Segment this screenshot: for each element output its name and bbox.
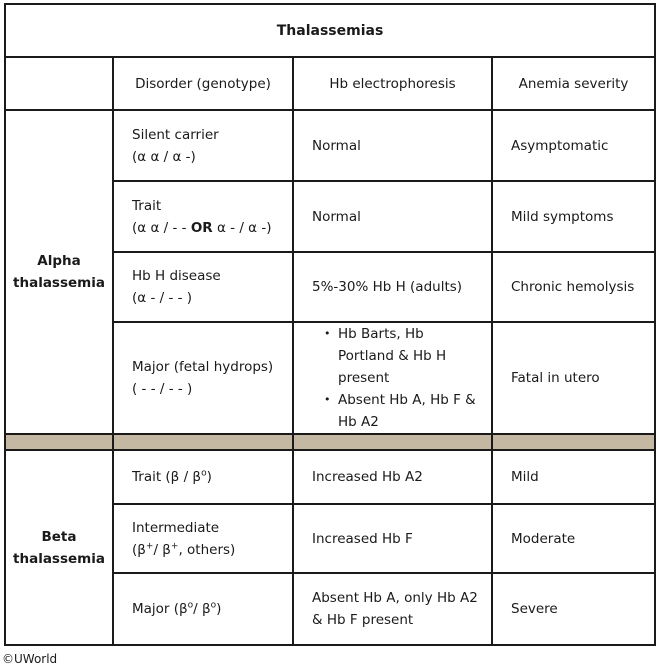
disorder-cell xyxy=(113,573,293,645)
disorder-cell xyxy=(113,450,293,504)
header-row xyxy=(5,57,655,110)
header-severity: Anemia severity xyxy=(492,57,655,110)
title-row xyxy=(5,4,655,57)
genotype: ( - - / - - ) xyxy=(132,381,193,397)
genotype-part: α - / α -) xyxy=(212,219,272,236)
electrophoresis-cell: Increased Hb F xyxy=(293,504,492,573)
genotype xyxy=(132,539,292,561)
electrophoresis-cell: Normal xyxy=(293,181,492,252)
genotype-or: OR xyxy=(190,219,213,236)
genotype-part: (β xyxy=(132,541,146,558)
genotype xyxy=(132,217,292,239)
disorder-name: Intermediate xyxy=(132,519,220,536)
genotype: (α - / - - ) xyxy=(132,290,193,306)
electrophoresis-cell xyxy=(293,322,492,434)
electrophoresis-list xyxy=(324,323,483,433)
band-cell xyxy=(113,434,293,450)
table-row xyxy=(5,110,655,181)
superscript: + xyxy=(170,541,179,551)
band-cell xyxy=(5,434,113,450)
severity-cell: Moderate xyxy=(492,504,655,573)
superscript: o xyxy=(187,600,194,611)
band-cell xyxy=(492,434,655,450)
genotype-part: Major (β xyxy=(132,601,188,617)
table-row xyxy=(5,450,655,504)
electrophoresis-cell: Increased Hb A2 xyxy=(293,450,492,504)
superscript: o xyxy=(201,468,207,479)
genotype-part: / β xyxy=(153,541,171,558)
genotype-part: ) xyxy=(216,601,222,617)
severity-cell: Fatal in utero xyxy=(492,322,655,434)
severity-cell: Chronic hemolysis xyxy=(492,252,655,322)
header-electrophoresis: Hb electrophoresis xyxy=(293,57,492,110)
genotype-part: / β xyxy=(193,601,211,617)
genotype: (α α / α -) xyxy=(132,148,196,165)
superscript: o xyxy=(210,600,217,611)
band-cell xyxy=(293,434,492,450)
genotype-part: Trait (β / β xyxy=(132,469,202,485)
divider-band xyxy=(5,434,655,450)
disorder-name: Trait xyxy=(132,197,162,214)
severity-cell: Severe xyxy=(492,573,655,645)
beta-group-label: Beta thalassemia xyxy=(5,450,113,645)
genotype-part: , others) xyxy=(178,541,236,558)
header-disorder: Disorder (genotype) xyxy=(113,57,293,110)
severity-cell: Mild symptoms xyxy=(492,181,655,252)
genotype-part: (α α / - - xyxy=(132,219,191,236)
superscript: + xyxy=(145,541,154,551)
disorder-cell xyxy=(113,322,293,434)
list-item: • Hb Barts, Hb Portland & Hb H present xyxy=(338,323,483,389)
table-title: Thalassemias xyxy=(5,4,655,57)
disorder-name: Silent carrier xyxy=(132,126,219,143)
list-item: • Absent Hb A, Hb F & Hb A2 xyxy=(338,389,483,433)
electrophoresis-cell: Absent Hb A, only Hb A2 & Hb F present xyxy=(293,573,492,645)
thalassemias-table xyxy=(4,3,656,646)
disorder-name: Hb H disease xyxy=(132,268,221,284)
header-empty xyxy=(5,57,113,110)
copyright: ©UWorld xyxy=(2,652,58,666)
electrophoresis-cell: 5%-30% Hb H (adults) xyxy=(293,252,492,322)
disorder-cell xyxy=(113,504,293,573)
severity-cell: Asymptomatic xyxy=(492,110,655,181)
disorder-cell xyxy=(113,252,293,322)
genotype-part: ) xyxy=(206,469,212,485)
alpha-group-label: Alpha thalassemia xyxy=(5,110,113,434)
disorder-name: Major (fetal hydrops) xyxy=(132,359,274,375)
disorder-cell xyxy=(113,181,293,252)
disorder-cell xyxy=(113,110,293,181)
severity-cell: Mild xyxy=(492,450,655,504)
electrophoresis-cell: Normal xyxy=(293,110,492,181)
